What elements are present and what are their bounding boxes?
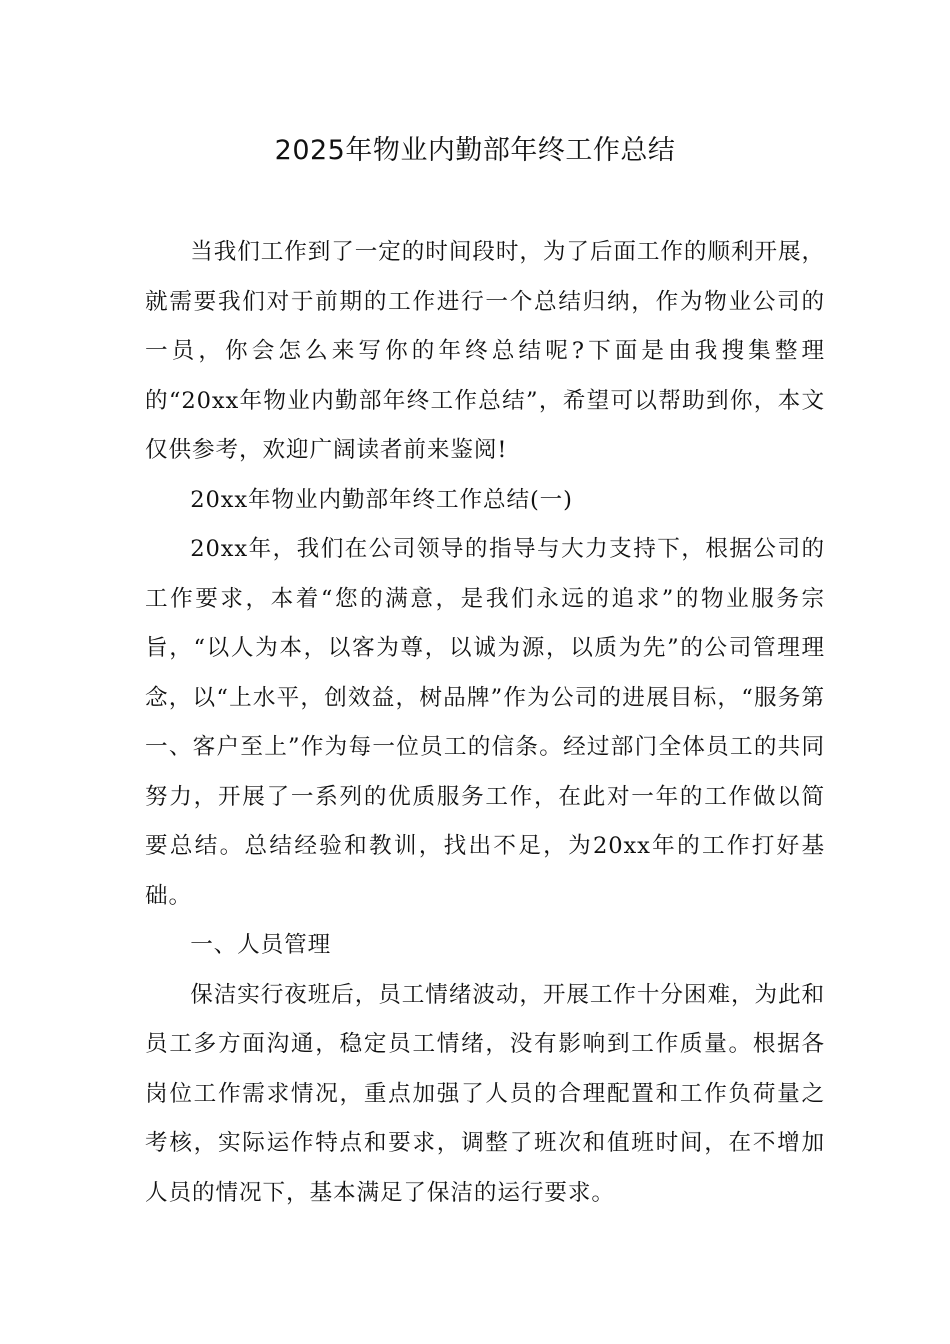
personnel-paragraph: 保洁实行夜班后，员工情绪波动，开展工作十分困难，为此和员工多方面沟通，稳定员工情绪，没有影响到工作质量。根据各岗位工作需求情况，重点加强了人员的合理配置和工作负荷量之考核，实际运作特点和要求，调整了班次和值班时间，在不增加人员的情况下，基本满足了保洁的运行要求。 [145, 981, 825, 1206]
document-title: 2025年物业内勤部年终工作总结 [274, 135, 676, 166]
intro-paragraph: 当我们工作到了一定的时间段时，为了后面工作的顺利开展，就需要我们对于前期的工作进行一个总结归纳，作为物业公司的一员，你会怎么来写你的年终总结呢?下面是由我搜集整理的“20xx年物业内勤部年终工作总结”，希望可以帮助到你，本文仅供参考，欢迎广阔读者前来鉴阅! [145, 239, 825, 463]
document-body [145, 228, 825, 1218]
section-heading-part-one: 20xx年物业内勤部年终工作总结(一) [190, 486, 573, 513]
section-heading-personnel: 一、人员管理 [190, 932, 332, 958]
summary-paragraph: 20xx年，我们在公司领导的指导与大力支持下，根据公司的工作要求，本着“您的满意，是我们永远的追求”的物业服务宗旨，“以人为本，以客为尊，以诚为源，以质为先”的公司管理理念，以“上水平，创效益，树品牌”作为公司的进展目标，“服务第一、客户至上”作为每一位员工的信条。经过部门全体员工的共同努力，开展了一系列的优质服务工作，在此对一年的工作做以简要总结。总结经验和教训，找出不足，为20xx年的工作打好基础。 [145, 536, 825, 909]
